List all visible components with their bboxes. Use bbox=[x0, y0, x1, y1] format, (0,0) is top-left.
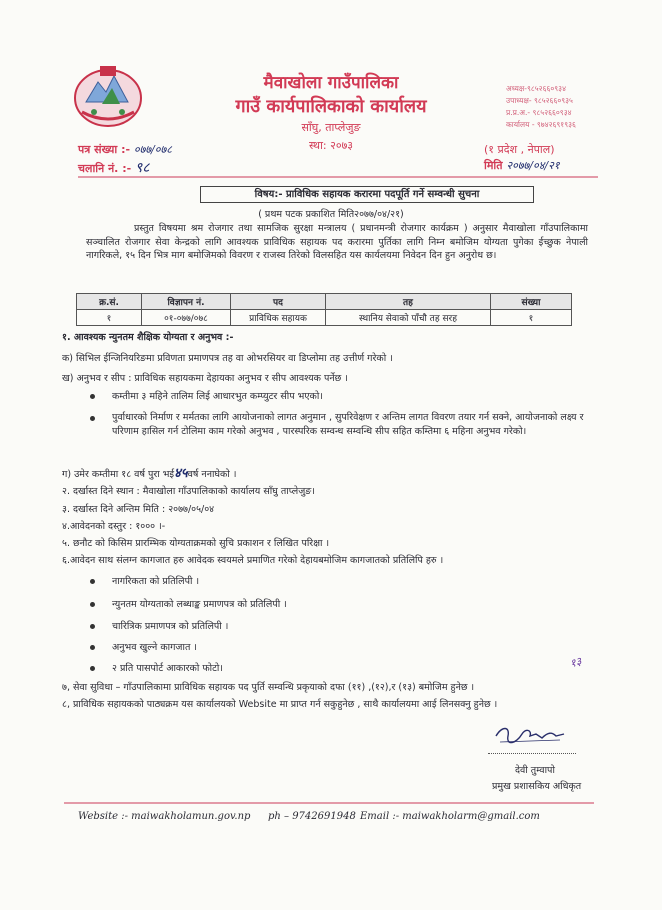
cell-ad-no: ०१-०७७/०७८ bbox=[142, 310, 231, 326]
publication-note: ( प्रथम पटक प्रकाशित मिति२०७७/०४/२१) bbox=[258, 209, 404, 220]
office-name: मैवाखोला गाउँपालिका bbox=[263, 73, 399, 93]
footer-email: Email :- maiwakholarm@gmail.com bbox=[360, 811, 540, 822]
list-item bbox=[112, 411, 588, 439]
subject-box: विषय:- प्राविधिक सहायक करारमा पदपूर्ति गर्ने सम्वन्धी सुचना bbox=[200, 186, 534, 203]
letter-number bbox=[78, 142, 172, 157]
intro-paragraph: प्रस्तुत विषयमा श्रम रोजगार तथा सामजिक सुरक्षा मन्त्रालय ( प्रधानमन्त्री रोजगार कार्यक्रम ) अनुसार मैवाखोला गाँउपालिकामा सञ्चालित रोजगार सेवा केन्द्रको लागि आवश्यक प्राविधिक सहायक पद करारमा पुर्तिका लागि निम्न बमोजिम योग्यता पुगेका ईच्छुक नेपाली नागरिकले, १५ दिन भित्र माग बमोजिमको विवरण र राजस्व तिरेको विलसहित यस कार्यलयमा निवेदन दिन हुन अनुरोध छ। bbox=[86, 223, 588, 261]
qualification-heading: १. आवश्यक न्युनतम शैक्षिक योग्यता र अनुभव :- bbox=[62, 332, 234, 343]
margin-mark: १३ bbox=[568, 654, 583, 671]
footer-phone: ph – 9742691948 bbox=[268, 811, 356, 822]
list-item bbox=[112, 574, 199, 587]
col-header-sn: क्र.सं. bbox=[77, 294, 142, 310]
qualification-b: ख) अनुभव र सीप : प्राविधिक सहायकमा देहायका अनुभव र सीप आवश्यक पर्नेछ । bbox=[62, 373, 348, 384]
contact-office: कार्यालय - ९७४२६९१९३६ bbox=[506, 120, 576, 129]
col-header-post: पद bbox=[231, 294, 326, 310]
col-header-count: संख्या bbox=[491, 294, 572, 310]
skill-text: पुर्वाधारको निर्माण र मर्मतका लागि आयोजनाको लागत अनुमान , सुपरिवेक्षण र अन्तिम लागत विवरण तयार गर्न सक्ने, आयोजनाको लक्ष्य र परिणाम हासिल गर्न टोलिमा काम गरेको अनुभव , पारस्परिक सम्वन्ध सम्वन्धि सीप सहित कम्तिमा ६ महिना अनुभव गरेको। bbox=[112, 412, 584, 437]
signature-line bbox=[488, 753, 576, 754]
document-text: चारित्रिक प्रमाणपत्र को प्रतिलिपी । bbox=[112, 621, 229, 632]
item-documents: ६.आवेदन साथ संलग्न कागजात हरु आवेदक स्वयमले प्रमाणित गरेको देहायबमोजिम कागजातको प्रतिलिपि हरु । bbox=[62, 555, 444, 566]
bullet-icon bbox=[90, 624, 95, 629]
bullet-icon bbox=[90, 602, 95, 607]
signatory-name: देवी तुम्वापो bbox=[515, 765, 555, 776]
bullet-icon bbox=[90, 645, 95, 650]
header-divider bbox=[78, 176, 598, 178]
col-header-level: तह bbox=[326, 294, 491, 310]
document-text: २ प्रति पासपोर्ट आकारको फोटो। bbox=[112, 663, 223, 674]
office-established: स्था: २०७३ bbox=[308, 139, 354, 152]
footer-website: Website :- maiwakholamun.gov.np bbox=[78, 811, 251, 822]
bullet-icon bbox=[90, 579, 95, 584]
contact-chairperson: अध्यक्ष-९८५२६६०९३४ bbox=[506, 84, 566, 93]
signature-mark bbox=[490, 722, 570, 748]
dispatch-number-value: ९८ bbox=[135, 160, 150, 176]
document-text: नागरिकता को प्रतिलिपी । bbox=[112, 576, 200, 587]
cell-post: प्राविधिक सहायक bbox=[231, 310, 326, 326]
item-selection: ५. छनौट को किसिम प्रारम्भिक योग्यताक्रमको सुचि प्रकाशन र लिखित परिक्षा । bbox=[62, 538, 330, 549]
list-item bbox=[112, 389, 582, 402]
skill-text: कम्तीमा ३ महिने तालिम लिई आधारभुत कम्प्युटर सीप भएको। bbox=[112, 391, 323, 402]
list-item bbox=[112, 597, 287, 610]
age-handwritten: ४५ bbox=[174, 466, 188, 481]
bullet-icon bbox=[90, 394, 95, 399]
cell-sn: १ bbox=[77, 310, 142, 326]
vacancy-table bbox=[76, 293, 572, 326]
province-label: (१ प्रदेश , नेपाल) bbox=[484, 143, 555, 156]
letter-number-label: पत्र संख्या :- bbox=[78, 143, 131, 156]
table-row bbox=[77, 310, 572, 326]
footer-divider bbox=[64, 802, 594, 804]
date-label: मिति bbox=[484, 159, 503, 172]
document-text: न्युनतम योग्यताको लब्धाङ्क प्रमाणपत्र को प्रतिलिपी । bbox=[112, 599, 287, 610]
office-title: गाउँ कार्यपालिकाको कार्यालय bbox=[235, 96, 427, 117]
list-item bbox=[112, 661, 223, 674]
qualification-c bbox=[62, 463, 236, 481]
office-address: साँघु, ताप्लेजुङ bbox=[301, 121, 361, 134]
item-facility: ७, सेवा सुविधा – गाँउपालिकामा प्राविधिक सहायक पद पुर्ति सम्वन्धि प्रकृयाको दफा (११) ,(१२),र (१३) बमोजिम हुनेछ । bbox=[62, 682, 475, 693]
dispatch-number bbox=[78, 158, 150, 177]
bullet-icon bbox=[90, 666, 95, 671]
dispatch-number-label: चलानि नं. :- bbox=[78, 162, 132, 175]
table-header-row bbox=[77, 294, 572, 310]
col-header-ad-no: विज्ञापन नं. bbox=[142, 294, 231, 310]
document-text: अनुभव खुल्ने कागजात । bbox=[112, 642, 197, 653]
contact-vice-chairperson: उपाध्यक्ष- ९८५२६६०९३५ bbox=[506, 96, 573, 105]
item-syllabus: ८, प्राविधिक सहायकको पाठ्यक्रम यस कार्यालयको Website मा प्राप्त गर्न सकुहुनेछ , साथै कार्यालयमा आई लिनसक्नु हुनेछ । bbox=[62, 699, 498, 710]
item-fee: ४.आवेदनको दस्तुर : १००० ।- bbox=[62, 521, 166, 532]
item-deadline: ३. दर्खास्त दिने अन्तिम मिति : २०७७/०५/०४ bbox=[62, 504, 215, 515]
date-value: २०७७/०४/२१ bbox=[506, 159, 560, 172]
letter-date bbox=[484, 158, 560, 173]
cell-count: १ bbox=[491, 310, 572, 326]
cell-level: स्थानिय सेवाको पाँचौ तह सरह bbox=[326, 310, 491, 326]
list-item bbox=[112, 619, 228, 632]
item-application-place: २. दर्खास्त दिने स्थान : मैवाखोला गाँउपालिकाको कार्यालय साँघु ताप्लेजुङ। bbox=[62, 486, 315, 497]
age-suffix: वर्ष ननाघेको । bbox=[187, 469, 237, 480]
list-item bbox=[112, 640, 197, 653]
bullet-icon bbox=[90, 416, 95, 421]
letter-number-value: ०७७/०७८ bbox=[133, 143, 172, 156]
qualification-a: क) सिभिल ईन्जिनियरिङमा प्रविणता प्रमाणपत्र तह वा ओभरसियर वा डिप्लोमा तह उत्तीर्ण गरेको । bbox=[62, 353, 393, 364]
signatory-title: प्रमुख प्रशासकिय अधिकृत bbox=[492, 781, 582, 792]
age-prefix: ग) उमेर कम्तीमा १८ वर्ष पुरा भई bbox=[62, 469, 175, 480]
contact-cao: प्र.प्र.अ.- ९८५२६६०९३४ bbox=[506, 108, 572, 117]
